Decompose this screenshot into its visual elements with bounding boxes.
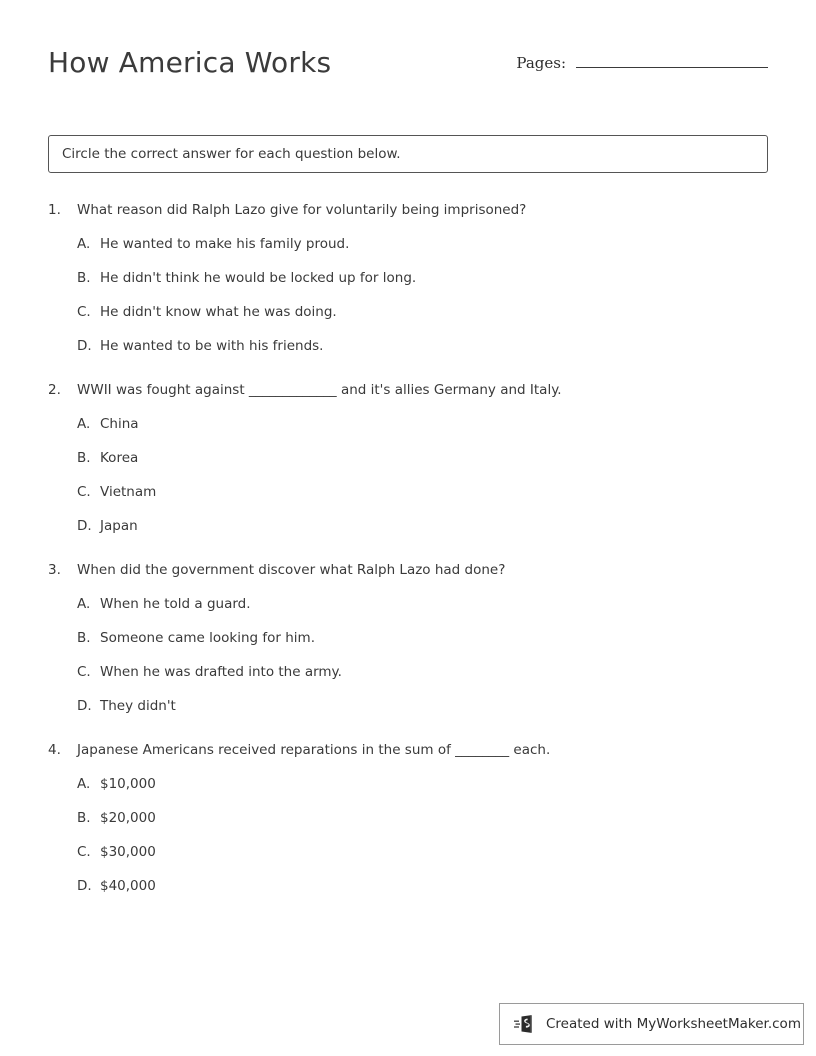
question-number: 3. <box>48 562 61 578</box>
option-letter: A. <box>77 776 91 792</box>
options-list <box>48 595 768 716</box>
option-row[interactable] <box>48 517 768 536</box>
question-block <box>48 380 768 536</box>
question-block <box>48 200 768 356</box>
question-row <box>48 740 768 760</box>
option-row[interactable] <box>48 595 768 614</box>
option-text: When he told a guard. <box>100 596 251 612</box>
option-text: He wanted to be with his friends. <box>100 338 324 354</box>
pages-field <box>516 53 768 72</box>
options-list <box>48 415 768 536</box>
option-text: Vietnam <box>100 484 157 500</box>
option-letter: B. <box>77 630 91 646</box>
option-letter: B. <box>77 450 91 466</box>
option-text: $40,000 <box>100 878 156 894</box>
option-letter: C. <box>77 484 91 500</box>
option-row[interactable] <box>48 415 768 434</box>
footer-attribution-badge[interactable] <box>499 1003 804 1045</box>
pages-label: Pages: <box>516 54 566 72</box>
option-letter: D. <box>77 878 92 894</box>
option-row[interactable] <box>48 843 768 862</box>
option-letter: C. <box>77 844 91 860</box>
option-row[interactable] <box>48 303 768 322</box>
option-letter: C. <box>77 304 91 320</box>
option-row[interactable] <box>48 663 768 682</box>
question-row <box>48 200 768 220</box>
option-row[interactable] <box>48 337 768 356</box>
option-row[interactable] <box>48 269 768 288</box>
option-text: They didn't <box>100 698 176 714</box>
option-letter: A. <box>77 236 91 252</box>
question-text: Japanese Americans received reparations in the sum of ________ each. <box>77 742 551 758</box>
options-list <box>48 775 768 896</box>
option-text: Japan <box>100 518 138 534</box>
question-row <box>48 380 768 400</box>
option-row[interactable] <box>48 483 768 502</box>
option-letter: B. <box>77 270 91 286</box>
option-text: $30,000 <box>100 844 156 860</box>
option-text: Someone came looking for him. <box>100 630 315 646</box>
option-text: $10,000 <box>100 776 156 792</box>
option-letter: B. <box>77 810 91 826</box>
option-letter: D. <box>77 518 92 534</box>
question-row <box>48 560 768 580</box>
option-letter: D. <box>77 698 92 714</box>
option-text: China <box>100 416 139 432</box>
option-letter: D. <box>77 338 92 354</box>
option-row[interactable] <box>48 775 768 794</box>
option-row[interactable] <box>48 877 768 896</box>
question-number: 1. <box>48 202 61 218</box>
question-text: When did the government discover what Ralph Lazo had done? <box>77 562 506 578</box>
question-number: 4. <box>48 742 61 758</box>
footer-attribution-text: Created with MyWorksheetMaker.com <box>546 1016 801 1032</box>
option-text: He wanted to make his family proud. <box>100 236 350 252</box>
option-text: $20,000 <box>100 810 156 826</box>
option-letter: C. <box>77 664 91 680</box>
option-row[interactable] <box>48 235 768 254</box>
option-letter: A. <box>77 596 91 612</box>
option-row[interactable] <box>48 809 768 828</box>
option-text: He didn't think he would be locked up for long. <box>100 270 417 286</box>
question-text: WWII was fought against _____________ and it's allies Germany and Italy. <box>77 382 562 398</box>
instruction-box <box>48 135 768 173</box>
question-text: What reason did Ralph Lazo give for voluntarily being imprisoned? <box>77 202 527 218</box>
option-text: Korea <box>100 450 139 466</box>
option-row[interactable] <box>48 697 768 716</box>
option-text: When he was drafted into the army. <box>100 664 342 680</box>
question-block <box>48 740 768 896</box>
option-row[interactable] <box>48 449 768 468</box>
question-number: 2. <box>48 382 61 398</box>
worksheet-header <box>48 44 768 96</box>
page-title: How America Works <box>48 46 332 79</box>
worksheet-maker-logo-icon <box>514 1013 536 1035</box>
questions-list <box>48 200 768 920</box>
pages-input-blank[interactable] <box>576 53 768 68</box>
option-text: He didn't know what he was doing. <box>100 304 337 320</box>
question-block <box>48 560 768 716</box>
option-row[interactable] <box>48 629 768 648</box>
instruction-text: Circle the correct answer for each question below. <box>62 146 401 162</box>
option-letter: A. <box>77 416 91 432</box>
options-list <box>48 235 768 356</box>
